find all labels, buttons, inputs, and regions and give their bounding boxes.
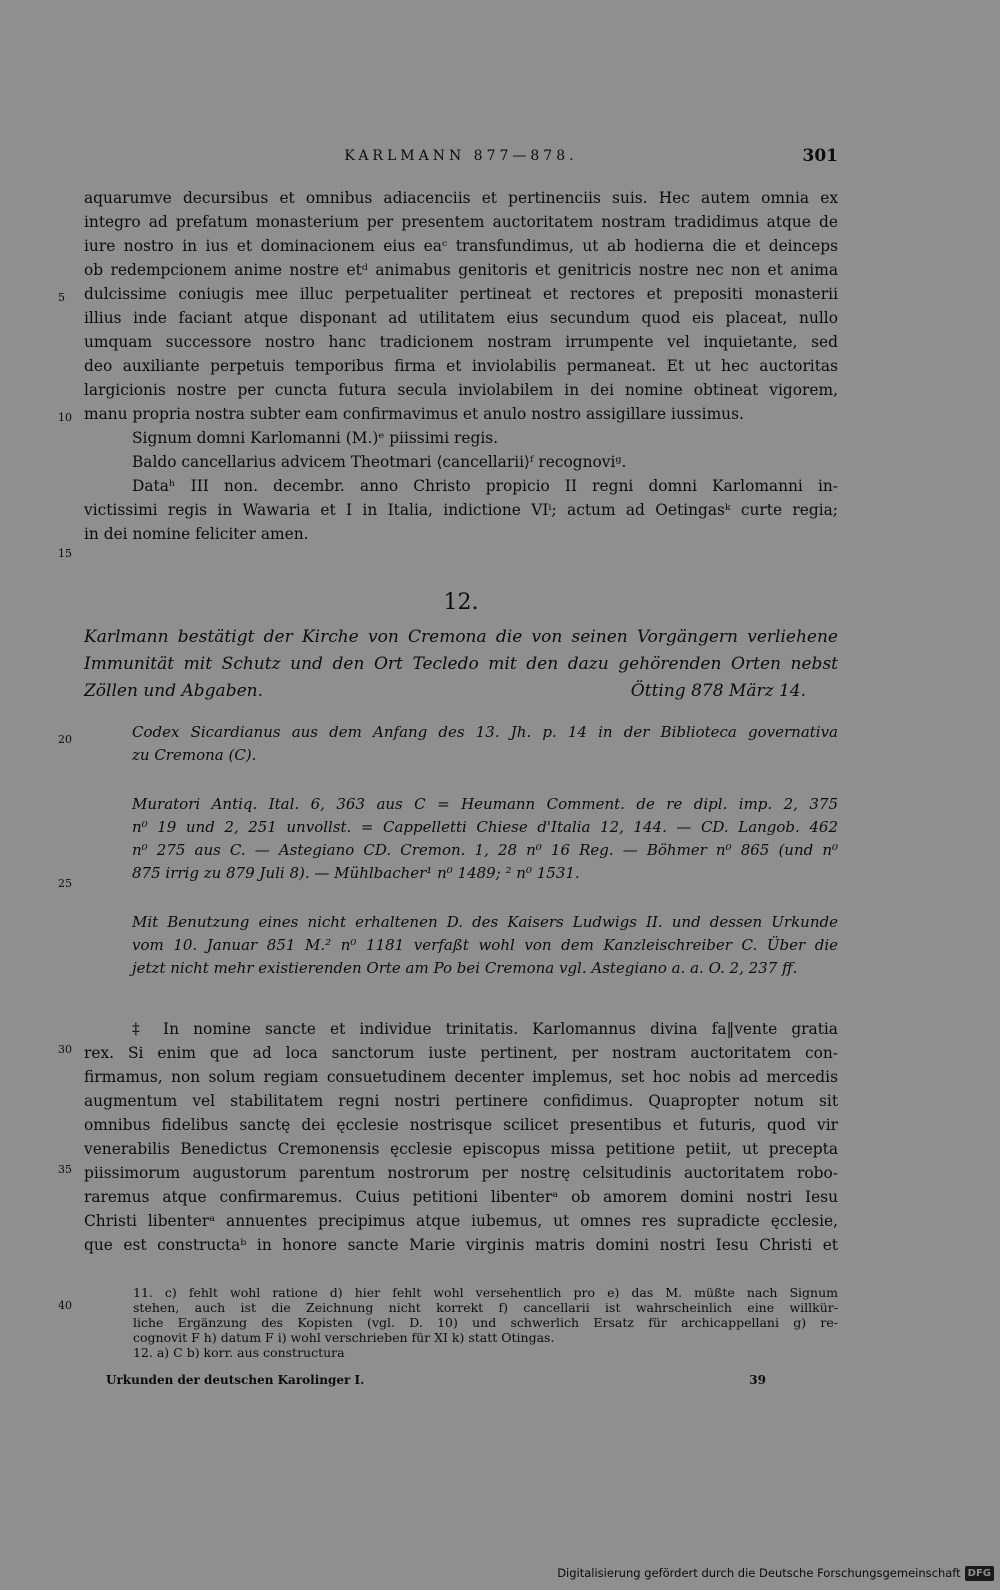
regest-date: Ötting 878 März 14. (630, 681, 806, 701)
source-line: 875 irrig zu 879 Juli 8). — Mühlbacher¹ n⁰ 1489; ² n⁰ 1531. (132, 864, 580, 882)
line-number: 15 (58, 547, 72, 560)
footer-title: Urkunden der deutschen Karolinger I. (106, 1373, 365, 1387)
commentary-line: Mit Benutzung eines nicht erhaltenen D. des Kaisers Ludwigs II. und dessen Urkunde (132, 913, 838, 931)
text-line: iure nostro in ius et dominacionem eius eaᶜ transfundimus, ut ab hodierna die et deinceps (84, 237, 838, 255)
funding-text: Digitalisierung gefördert durch die Deutsche Forschungsgemeinschaft (557, 1566, 961, 1580)
line-number: 10 (58, 411, 72, 424)
text-line: manu propria nostra subter eam confirmavimus et anulo nostro assigillare iussimus. (84, 405, 744, 423)
funding-note (557, 1564, 994, 1582)
regest-line: Karlmann bestätigt der Kirche von Cremona die von seinen Vorgängern verliehene (84, 627, 838, 647)
line-number: 20 (58, 733, 72, 746)
text-line: omnibus fidelibus sanctę dei ęcclesie nostrisque scilicet presentibus et futuris, quod vir (84, 1116, 838, 1134)
text-line: illius inde faciant atque disponant ad utilitatem eius secundum quod eis placeat, nullo (84, 309, 838, 327)
manuscript-tradition (84, 721, 838, 767)
regest-line (84, 678, 838, 705)
commentary-line: vom 10. Januar 851 M.² n⁰ 1181 verfaßt wohl von dem Kanzleischreiber C. Über die (132, 936, 838, 954)
text-line: augmentum vel stabilitatem regni nostri pertinere confidimus. Quapropter notum sit (84, 1092, 838, 1110)
dating-line: Dataʰ III non. decembr. anno Christo propicio II regni domni Karlomanni in- (132, 477, 838, 495)
page-header (84, 148, 838, 172)
text-line: raremus atque confirmaremus. Cuius petitioni libenterᵃ ob amorem domini nostri Iesu (84, 1188, 838, 1206)
source-line: Codex Sicardianus aus dem Anfang des 13. Jh. p. 14 in der Biblioteca governativa (132, 723, 838, 741)
text-line: integro ad prefatum monasterium per presentem auctoritatem nostram tradidimus atque de (84, 213, 838, 231)
page-number: 301 (802, 146, 838, 166)
commentary (84, 911, 838, 980)
charter-text (84, 1017, 838, 1257)
source-line: n⁰ 275 aus C. — Astegiano CD. Cremon. 1, 28 n⁰ 16 Reg. — Böhmer n⁰ 865 (und n⁰ (132, 841, 838, 859)
page-footer (106, 1373, 766, 1391)
regest-last: Zöllen und Abgaben. (84, 681, 263, 701)
line-number: 25 (58, 877, 72, 890)
footnotes (133, 1285, 838, 1360)
signum-line: Signum domni Karlomanni (M.)ᵉ piissimi regis. (132, 429, 499, 447)
text-line: deo auxiliante perpetuis temporibus firma et inviolabilis permaneat. Et ut hec auctoritas (84, 357, 838, 375)
dfg-logo-icon: DFG (965, 1566, 994, 1581)
text-line: umquam successore nostro hanc tradicionem nostram irrumpente vel inquietante, sed (84, 333, 838, 351)
commentary-line: jetzt nicht mehr existierenden Orte am Po bei Cremona vgl. Astegiano a. a. O. 2, 237 ff. (132, 959, 798, 977)
text-continuation (84, 186, 838, 546)
text-line: firmamus, non solum regiam consuetudinem decenter implemus, set hoc nobis ad mercedis (84, 1068, 838, 1086)
editions (84, 793, 838, 885)
sheet-number: 39 (749, 1373, 766, 1387)
line-number: 35 (58, 1163, 72, 1176)
text-line: que est constructaᵇ in honore sancte Marie virginis matris domini nostri Iesu Christi et (84, 1236, 838, 1254)
text-line: ob redempcionem anime nostre etᵈ animabus genitoris et genitricis nostre nec non et anima (84, 261, 838, 279)
text-line: aquarumve decursibus et omnibus adiacenciis et pertinenciis suis. Hec autem omnia ex (84, 189, 838, 207)
text-line: piissimorum augustorum parentum nostrorum per nostrę celsitudinis auctoritatem robo- (84, 1164, 838, 1182)
footnote-line: cognovit F h) datum F i) wohl verschrieben für XI k) statt Otingas. (133, 1330, 555, 1345)
running-title: KARLMANN 877—878. (344, 148, 578, 164)
footnote-line: 12. a) C b) korr. aus constructura (133, 1345, 345, 1360)
line-number: 30 (58, 1043, 72, 1056)
text-line: Christi libenterᵃ annuentes precipimus atque iubemus, ut omnes res supradicte ęcclesie, (84, 1212, 838, 1230)
regest-line: Immunität mit Schutz und den Ort Tecledo mit den dazu gehörenden Orten nebst (84, 654, 838, 674)
recognition-line: Baldo cancellarius advicem Theotmari ⟨cancellarii⟩ᶠ recognoviᵍ. (132, 453, 627, 471)
footnote-line: 11. c) fehlt wohl ratione d) hier fehlt wohl versehentlich pro e) das M. müßte nach Signum (133, 1285, 838, 1300)
dating-line: victissimi regis in Wawaria et I in Italia, indictione VIⁱ; actum ad Oetingasᵏ curte regia; (84, 501, 838, 519)
footnote-line: liche Ergänzung des Kopisten (vgl. D. 10) und schwerlich Ersatz für archicappellani g) re- (133, 1315, 838, 1330)
regest (84, 624, 838, 705)
line-number: 40 (58, 1299, 72, 1312)
footnote-line: stehen, auch ist die Zeichnung nicht korrekt f) cancellarii ist wahrscheinlich eine willkür- (133, 1300, 838, 1315)
text-line: rex. Si enim que ad loca sanctorum iuste pertinent, per nostram auctoritatem con- (84, 1044, 838, 1062)
text-line: dulcissime coniugis mee illuc perpetualiter pertineat et rectores et prepositi monasterii (84, 285, 838, 303)
text-line: largicionis nostre per cuncta futura secula inviolabilem in dei nomine obtineat vigorem, (84, 381, 838, 399)
line-number: 5 (58, 291, 65, 304)
source-line: zu Cremona (C). (132, 746, 257, 764)
text-line: venerabilis Benedictus Cremonensis ęcclesie episcopus missa petitione petiit, ut precepta (84, 1140, 838, 1158)
dating-line: in dei nomine feliciter amen. (84, 525, 309, 543)
source-line: n⁰ 19 und 2, 251 unvollst. = Cappelletti Chiese d'Italia 12, 144. — CD. Langob. 462 (132, 818, 838, 836)
source-line: Muratori Antiq. Ital. 6, 363 aus C = Heumann Comment. de re dipl. imp. 2, 375 (132, 795, 838, 813)
text-line: ‡ In nomine sancte et individue trinitatis. Karlomannus divina fa‖vente gratia (132, 1020, 838, 1038)
document-number: 12. (443, 590, 479, 615)
